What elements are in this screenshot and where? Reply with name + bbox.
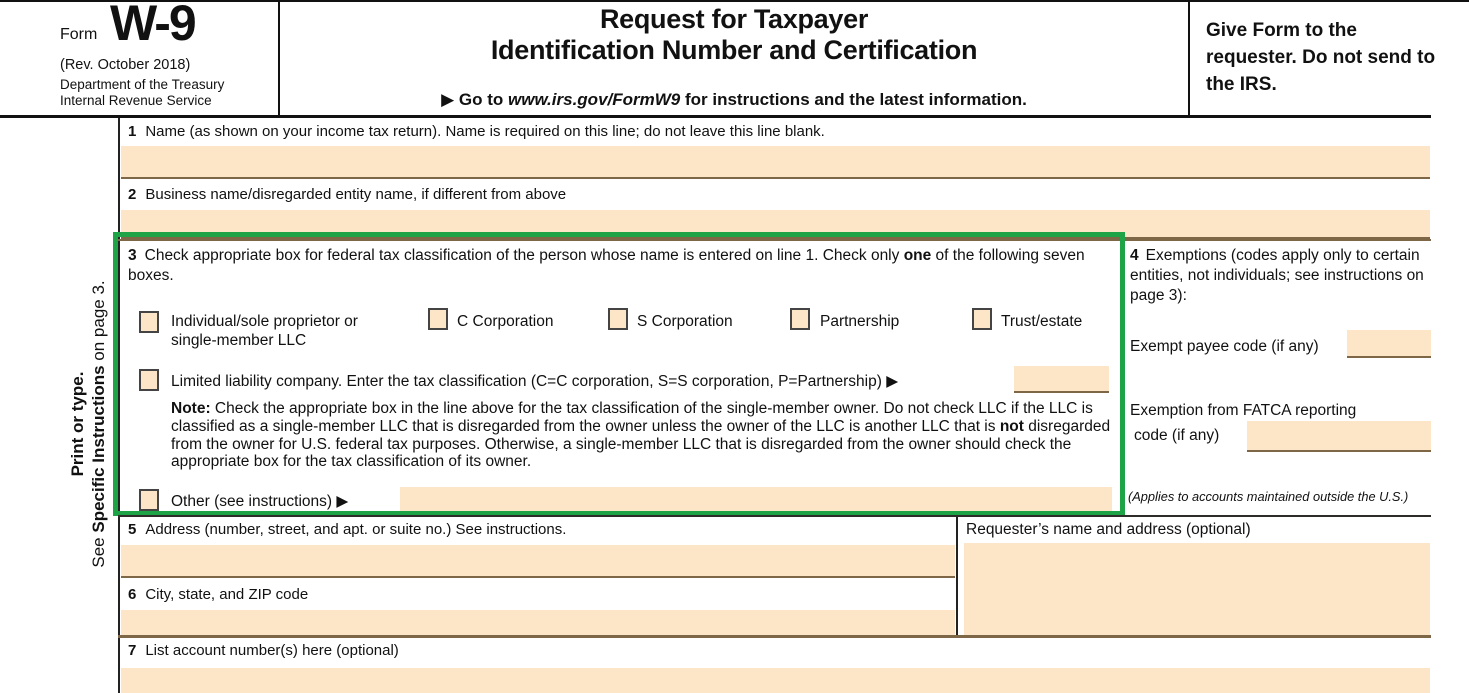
requester-column-divider xyxy=(956,517,958,637)
address-input[interactable] xyxy=(121,545,955,578)
print-or-type-label: Print or type. xyxy=(68,371,87,477)
checkbox-c-corporation-label: C Corporation xyxy=(457,313,554,330)
form-revision: (Rev. October 2018) xyxy=(60,57,191,73)
checkbox-s-corporation-label: S Corporation xyxy=(637,313,733,330)
requester-label: Requester’s name and address (optional) xyxy=(966,521,1251,538)
line1-label: 1 Name (as shown on your income tax return). Name is required on this line; do not leave this line blank. xyxy=(128,123,825,140)
form-department xyxy=(60,77,224,109)
fatca-label-line1: Exemption from FATCA reporting xyxy=(1130,402,1357,419)
checkbox-trust-estate-label: Trust/estate xyxy=(1001,313,1083,330)
line4-label: 4 Exemptions (codes apply only to certain entities, not individuals; see instructions on page 3): xyxy=(1130,247,1424,304)
checkbox-partnership-label: Partnership xyxy=(820,313,900,330)
name-input[interactable] xyxy=(121,146,1430,179)
requester-name-address-input[interactable] xyxy=(964,543,1430,635)
checkbox-individual-label: Individual/sole proprietor or single-member LLC xyxy=(171,313,358,349)
line3-label: 3 Check appropriate box for federal tax classification of the person whose name is entered on line 1. Check only one of the following seven boxes. xyxy=(128,247,1085,284)
form-number: W-9 xyxy=(110,0,195,51)
department-line1: Department of the Treasury xyxy=(60,77,225,92)
llc-label: Limited liability company. Enter the tax classification (C=C corporation, S=S corporation, P=Partnership) ▶ xyxy=(171,373,899,390)
goto-instructions-line xyxy=(280,90,1188,110)
line2-label: 2 Business name/disregarded entity name, if different from above xyxy=(128,186,567,203)
llc-note-paragraph: Note: Check the appropriate box in the line above for the tax classification of the single-member owner. Do not check LLC if the LLC is classified as a single-member LLC that is disregarded from the owner unless the owner of the LLC is another LLC that is not disregarded from the owner for U.S. federal tax purposes. Otherwise, a single-member LLC that is disregarded from the owner should check the appropriate box for the tax classification of its owner. xyxy=(171,400,1111,471)
fatca-code-input[interactable] xyxy=(1247,421,1431,452)
top-border-rule xyxy=(0,0,1469,2)
row6-row7-divider xyxy=(118,635,1431,638)
department-line2: Internal Revenue Service xyxy=(60,93,212,108)
fatca-label-line2: code (if any) xyxy=(1134,427,1220,444)
section3-highlight-box xyxy=(113,232,1125,516)
city-state-zip-input[interactable] xyxy=(121,610,955,635)
header-bottom-rule xyxy=(0,115,1431,118)
exempt-payee-code-input[interactable] xyxy=(1347,330,1431,358)
goto-suffix: for instructions and the latest information. xyxy=(680,90,1027,109)
form-title xyxy=(280,4,1188,66)
give-form-note: Give Form to the requester. Do not send to the IRS. xyxy=(1206,20,1436,95)
line6-label: 6 City, state, and ZIP code xyxy=(128,586,309,603)
irs-url: www.irs.gov/FormW9 xyxy=(508,90,681,109)
fatca-applies-note: (Applies to accounts maintained outside the U.S.) xyxy=(1128,489,1409,504)
other-label: Other (see instructions) ▶ xyxy=(171,493,349,510)
exempt-payee-label: Exempt payee code (if any) xyxy=(1130,338,1319,355)
form-word-label: Form xyxy=(60,26,98,43)
goto-arrow-icon: ▶ Go to xyxy=(441,90,509,109)
form-title-line1: Request for Taxpayer xyxy=(599,4,869,34)
header-divider-right xyxy=(1188,2,1190,116)
section3-bottom-rule xyxy=(118,515,1431,517)
line5-label: 5 Address (number, street, and apt. or suite no.) See instructions. xyxy=(128,521,567,538)
form-title-line2: Identification Number and Certification xyxy=(490,35,978,65)
account-numbers-input[interactable] xyxy=(121,668,1430,693)
specific-instructions-label: See Specific Instructions on page 3. xyxy=(89,280,108,568)
line7-label: 7 List account number(s) here (optional) xyxy=(128,642,399,659)
